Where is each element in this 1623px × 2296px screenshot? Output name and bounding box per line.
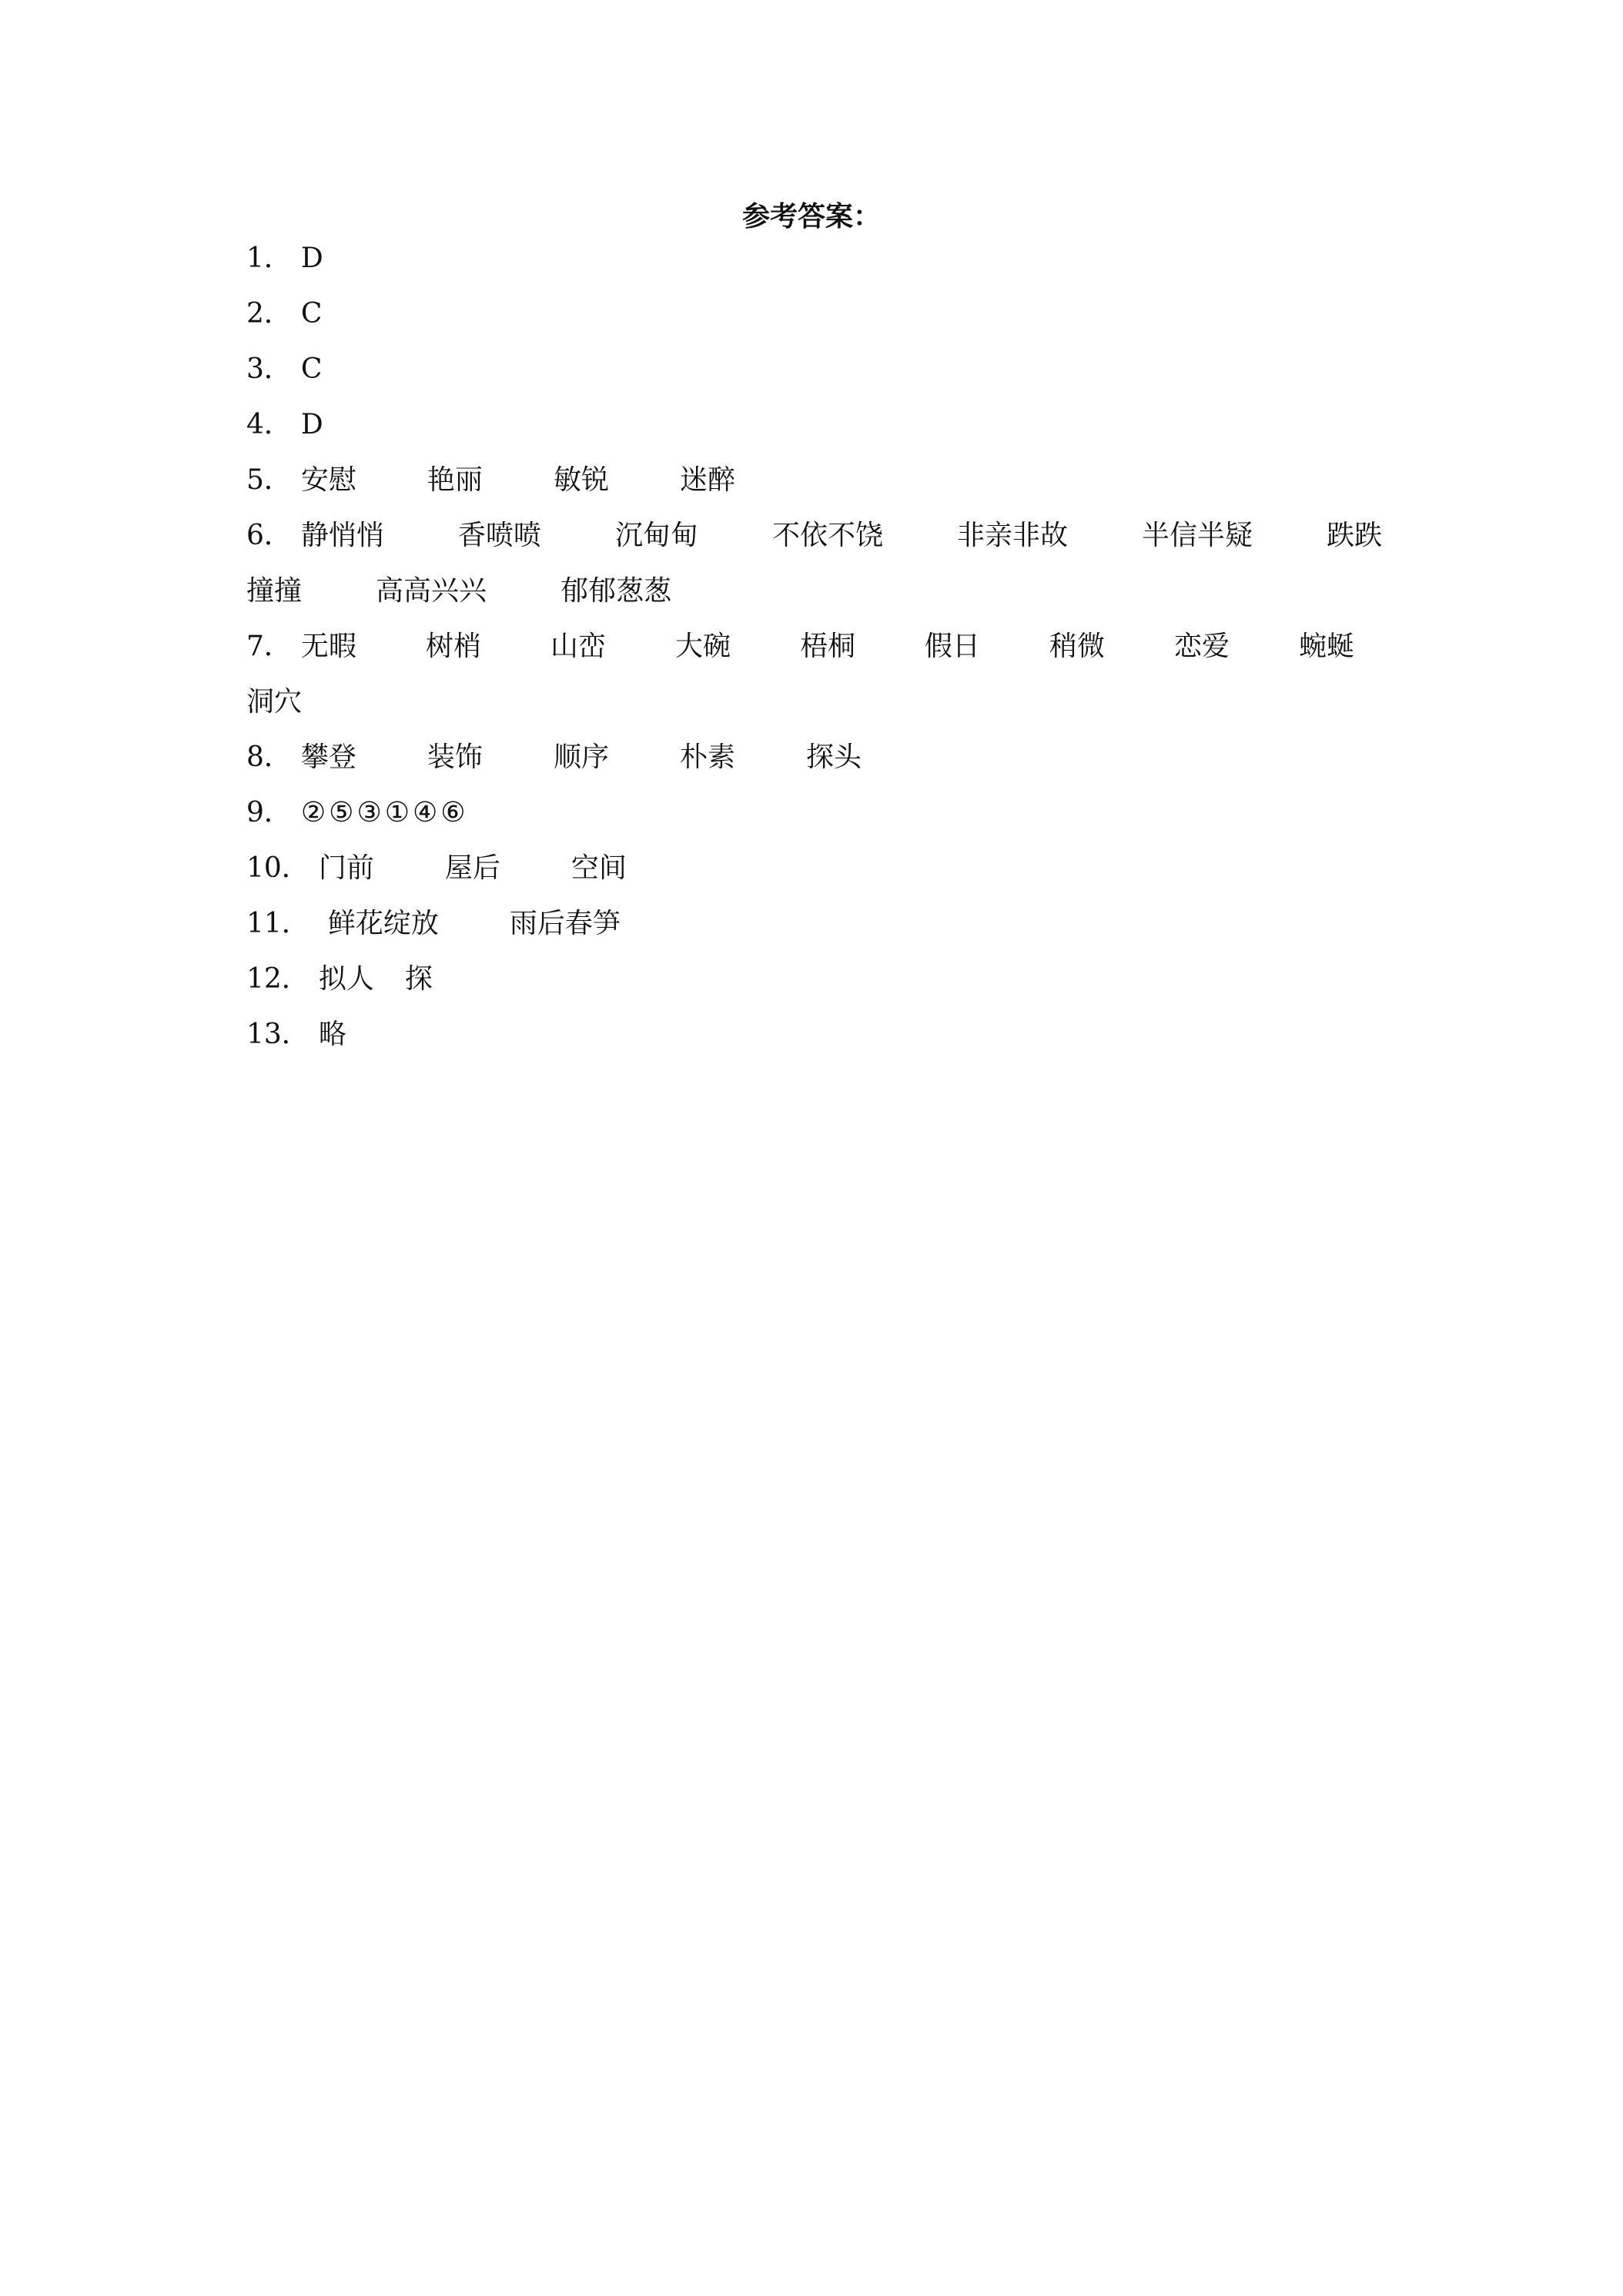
answer-line-1 [246, 231, 1386, 286]
answer-item: 门前 [318, 852, 374, 884]
answer-item: 雨后春笋 [509, 908, 621, 939]
answer-item: 不依不饶 [771, 520, 883, 551]
answer-line-8 [246, 730, 1386, 785]
answer-item: 梧桐 [799, 631, 855, 662]
answer-item: 安慰 [300, 464, 356, 496]
answer-item: 恋爱 [1174, 631, 1230, 662]
answer-line-2 [246, 286, 1386, 342]
answer-item: 静悄悄 [300, 520, 384, 551]
answer-item: 略 [318, 1019, 346, 1050]
answer-item: 沉甸甸 [614, 520, 698, 551]
answer-number: 1． [246, 243, 292, 274]
answer-number: 12． [246, 963, 310, 995]
answer-item: 艳丽 [427, 464, 483, 496]
answer-line-5 [246, 453, 1386, 508]
answer-number: 5． [246, 464, 292, 496]
answer-number: 7． [246, 631, 292, 662]
answer-item: 屋后 [444, 852, 500, 884]
answer-item: C [300, 298, 323, 330]
answer-line-6-continued [246, 564, 1386, 619]
answer-item: 无暇 [300, 631, 356, 662]
answer-line-12 [246, 952, 1386, 1007]
answer-number: 6． [246, 520, 292, 551]
answer-number: 11． [246, 908, 310, 939]
answer-item: 大碗 [674, 631, 731, 662]
answer-item: 敏锐 [553, 464, 609, 496]
answer-item: C [300, 353, 323, 385]
answer-number: 8． [246, 741, 292, 773]
answer-item: 攀登 [300, 741, 356, 773]
answer-number: 3． [246, 353, 292, 385]
answer-item: 非亲非故 [956, 520, 1068, 551]
answer-item: 鲜花绽放 [327, 908, 439, 939]
answer-item: 顺序 [553, 741, 609, 773]
answer-item: 高高兴兴 [376, 575, 487, 607]
answer-item: 洞穴 [246, 686, 303, 718]
answer-item: 装饰 [427, 741, 483, 773]
answer-item: 香喷喷 [457, 520, 541, 551]
answer-item: 空间 [571, 852, 627, 884]
answer-line-11 [246, 896, 1386, 952]
page-title: 参考答案： [741, 200, 881, 233]
answer-item: 朴素 [679, 741, 735, 773]
answer-item: 蜿蜒 [1299, 631, 1355, 662]
answer-line-7-continued [246, 674, 1386, 730]
answer-line-10 [246, 841, 1386, 896]
answer-item: 郁郁葱葱 [561, 575, 672, 607]
answer-number: 4． [246, 409, 292, 440]
answer-item: 迷醉 [679, 464, 735, 496]
answer-number: 13． [246, 1019, 310, 1050]
answer-list [246, 231, 1386, 1063]
answer-number: 9． [246, 797, 292, 828]
answer-item: 山峦 [550, 631, 606, 662]
answer-item: 拟人 [318, 963, 374, 995]
answer-line-6 [246, 508, 1386, 564]
answer-line-7 [246, 619, 1386, 674]
answer-number: 2． [246, 298, 292, 330]
answer-line-9 [246, 785, 1386, 841]
answer-item: 撞撞 [246, 575, 303, 607]
answer-item: D [300, 243, 323, 274]
answer-line-3 [246, 342, 1386, 397]
answer-line-13 [246, 1007, 1386, 1063]
answer-item: 稍微 [1049, 631, 1106, 662]
answer-item: 树梢 [425, 631, 481, 662]
answer-item: 探头 [805, 741, 862, 773]
answer-item: D [300, 409, 323, 440]
answer-number: 10． [246, 852, 310, 884]
answer-item: ②⑤③①④⑥ [300, 797, 469, 828]
answer-item: 假日 [924, 631, 980, 662]
answer-item: 半信半疑 [1141, 520, 1253, 551]
answer-line-4 [246, 397, 1386, 453]
answer-item: 跌跌 [1327, 520, 1383, 551]
answer-item: 探 [404, 963, 433, 995]
